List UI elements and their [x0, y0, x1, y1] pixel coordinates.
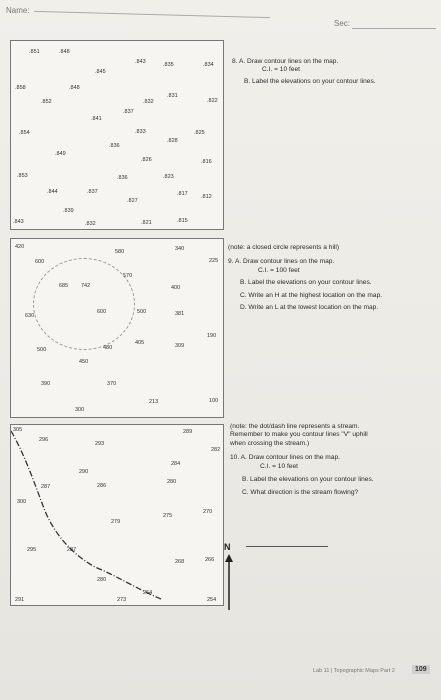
- spot-elevation: 280: [97, 577, 107, 583]
- sec-label: Sec:: [334, 19, 351, 28]
- spot-elevation: 282: [211, 447, 221, 453]
- north-arrow-icon: [223, 554, 235, 610]
- spot-elevation: .822: [207, 98, 218, 104]
- spot-elevation: 270: [203, 509, 213, 515]
- spot-elevation: .837: [87, 189, 98, 195]
- map-2: [10, 238, 224, 418]
- q9-instruction: 9. A. Draw contour lines on the map.: [228, 258, 335, 266]
- spot-elevation: .815: [177, 218, 188, 224]
- spot-elevation: 213: [149, 399, 159, 405]
- spot-elevation: 685: [59, 283, 69, 289]
- spot-elevation: .828: [167, 138, 178, 144]
- sec-line: [352, 28, 436, 29]
- q9-contour-interval: C.I. = 100 feet: [258, 266, 300, 274]
- spot-elevation: .835: [163, 62, 174, 68]
- spot-elevation: .812: [201, 194, 212, 200]
- spot-elevation: .853: [17, 173, 28, 179]
- spot-elevation: 300: [17, 499, 27, 505]
- q10-note-line-3: when crossing the stream.): [230, 439, 310, 447]
- north-label: N: [224, 542, 231, 552]
- spot-elevation: 405: [135, 340, 145, 346]
- spot-elevation: .839: [63, 208, 74, 214]
- spot-elevation: .852: [41, 99, 52, 105]
- spot-elevation: .831: [167, 93, 178, 99]
- q10-direction-question: C. What direction is the stream flowing?: [242, 489, 359, 497]
- spot-elevation: .832: [85, 221, 96, 227]
- q8-contour-interval: C.I. = 10 feet: [262, 66, 300, 74]
- spot-elevation: .817: [177, 191, 188, 197]
- spot-elevation: 273: [117, 597, 127, 603]
- q9-label-instruction: B. Label the elevations on your contour lines.: [240, 279, 372, 287]
- spot-elevation: 287: [67, 547, 77, 553]
- spot-elevation: 500: [37, 347, 47, 353]
- map-3: [10, 424, 224, 606]
- spot-elevation: .816: [201, 159, 212, 165]
- spot-elevation: 291: [15, 597, 25, 603]
- spot-elevation: .843: [13, 219, 24, 225]
- spot-elevation: 190: [207, 333, 217, 339]
- spot-elevation: 570: [123, 273, 133, 279]
- spot-elevation: .849: [55, 151, 66, 157]
- spot-elevation: 381: [175, 311, 185, 317]
- spot-elevation: .823: [163, 174, 174, 180]
- spot-elevation: 290: [79, 469, 89, 475]
- spot-elevation: 340: [175, 246, 185, 252]
- q10-contour-interval: C.I. = 10 feet: [260, 462, 298, 470]
- spot-elevation: .836: [109, 143, 120, 149]
- page-number: 109: [412, 665, 430, 674]
- map-1: [10, 40, 224, 230]
- q10-note-line-1: (note: the dot/dash line represents a stream.: [230, 423, 360, 430]
- north-arrow: [223, 542, 235, 610]
- spot-elevation: 305: [13, 427, 23, 433]
- spot-elevation: 100: [209, 398, 219, 404]
- spot-elevation: 420: [15, 244, 25, 250]
- q9-lowest-instruction: D. Write an L at the lowest location on the map.: [240, 304, 379, 312]
- spot-elevation: .836: [117, 175, 128, 181]
- spot-elevation: .837: [123, 109, 134, 115]
- q8-label-instruction: B. Label the elevations on your contour lines.: [244, 77, 376, 85]
- spot-elevation: .844: [47, 189, 58, 195]
- spot-elevation: .841: [91, 116, 102, 122]
- spot-elevation: 254: [207, 597, 217, 603]
- spot-elevation: 600: [97, 309, 107, 315]
- spot-elevation: 286: [97, 483, 107, 489]
- q10-note-line-2: Remember to make you contour lines "V" uphill: [230, 431, 368, 439]
- spot-elevation: 284: [171, 461, 181, 467]
- spot-elevation: 289: [183, 429, 193, 435]
- question-8: [232, 58, 437, 86]
- spot-elevation: 309: [175, 343, 185, 349]
- q10-answer-line[interactable]: [246, 546, 328, 547]
- q8-instruction: 8. A. Draw contour lines on the map.: [232, 58, 339, 65]
- spot-elevation: 300: [75, 407, 85, 413]
- spot-elevation: .843: [135, 59, 146, 65]
- spot-elevation: 295: [27, 547, 37, 553]
- question-10: [230, 423, 438, 498]
- spot-elevation: .825: [194, 130, 205, 136]
- spot-elevation: .845: [95, 69, 106, 75]
- spot-elevation: 266: [205, 557, 215, 563]
- spot-elevation: 225: [209, 258, 219, 264]
- spot-elevation: 280: [167, 479, 177, 485]
- spot-elevation: 742: [81, 283, 91, 289]
- q9-highest-instruction: C. Write an H at the highest location on the map.: [240, 291, 383, 299]
- spot-elevation: 293: [95, 441, 105, 447]
- spot-elevation: .827: [127, 198, 138, 204]
- spot-elevation: .826: [141, 157, 152, 163]
- spot-elevation: .848: [59, 49, 70, 55]
- spot-elevation: 268: [175, 559, 185, 565]
- q9-note: (note: a closed circle represents a hill): [228, 244, 340, 251]
- footer-label: Lab 11 | Topographic Maps Part 2: [313, 668, 395, 674]
- hill-sketch-circle: [33, 258, 135, 350]
- spot-elevation: .832: [143, 99, 154, 105]
- spot-elevation: .821: [141, 220, 152, 226]
- spot-elevation: 480: [103, 345, 113, 351]
- q10-label-instruction: B. Label the elevations on your contour lines.: [242, 476, 374, 484]
- spot-elevation: 279: [111, 519, 121, 525]
- spot-elevation: 275: [163, 513, 173, 519]
- spot-elevation: .848: [69, 85, 80, 91]
- spot-elevation: 500: [137, 309, 147, 315]
- spot-elevation: 390: [41, 381, 51, 387]
- spot-elevation: 296: [39, 437, 49, 443]
- name-label: Name:: [6, 6, 30, 15]
- stream-line: [11, 425, 223, 605]
- spot-elevation: 400: [171, 285, 181, 291]
- spot-elevation: .854: [19, 130, 30, 136]
- spot-elevation: .858: [15, 85, 26, 91]
- spot-elevation: 264: [143, 590, 153, 596]
- spot-elevation: .834: [203, 62, 214, 68]
- spot-elevation: 580: [115, 249, 125, 255]
- q10-instruction: 10. A. Draw contour lines on the map.: [230, 454, 340, 462]
- spot-elevation: .851: [29, 49, 40, 55]
- spot-elevation: 600: [35, 259, 45, 265]
- spot-elevation: .833: [135, 129, 146, 135]
- question-9: [228, 244, 438, 312]
- spot-elevation: 370: [107, 381, 117, 387]
- name-line: [34, 11, 270, 18]
- spot-elevation: 287: [41, 484, 51, 490]
- spot-elevation: 450: [79, 359, 89, 365]
- spot-elevation: 630: [25, 313, 35, 319]
